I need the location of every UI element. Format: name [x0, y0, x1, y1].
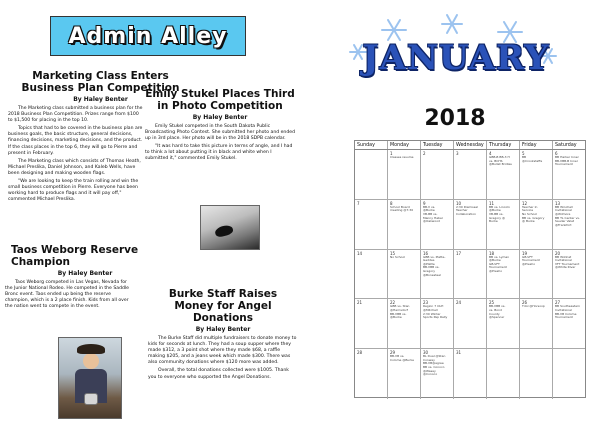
calendar-event: @Burke — [489, 258, 501, 263]
calendar-event: @Spencer — [489, 315, 505, 320]
calendar-event: Classes resume — [390, 155, 414, 159]
calendar-date: 1 — [390, 151, 393, 156]
calendar-event: @Harrisdorf — [390, 307, 408, 312]
calendar-day-name: Sunday — [355, 141, 388, 149]
calendar-day-cell — [454, 349, 487, 399]
calendar-day-cell — [421, 200, 454, 249]
calendar-event: Invitational — [555, 258, 572, 263]
calendar-date: 22 — [390, 300, 396, 306]
calendar-event: @Wasay — [423, 368, 436, 373]
calendar-event: Gregory @ — [489, 215, 506, 220]
calendar-date: 5 — [522, 151, 525, 156]
calendar-day-name: Monday — [388, 141, 421, 149]
calendar-event: @Crookstaffe — [522, 158, 543, 163]
calendar-day-cell — [520, 299, 553, 348]
calendar-date: 16 — [423, 250, 429, 256]
bird-photo — [200, 205, 260, 250]
article-byline: By Haley Benter — [73, 96, 128, 103]
calendar-event: BB-VBB vs. — [489, 304, 506, 309]
calendar-date: 19 — [522, 250, 528, 256]
calendar-date: 30 — [423, 350, 429, 356]
calendar-date: 24 — [456, 300, 462, 306]
calendar-event: Burke — [489, 219, 498, 224]
calendar-date: 31 — [456, 350, 462, 356]
calendar-day-cell — [388, 150, 421, 199]
calendar-week-row — [355, 349, 585, 399]
calendar-day-cell — [388, 250, 421, 299]
calendar-day-cell — [487, 150, 520, 199]
calendar-event: Geddes — [423, 258, 435, 263]
calendar-event: BB vs. Gregory — [522, 215, 545, 220]
calendar-date: 2 — [423, 151, 426, 156]
calendar-day-cell — [454, 250, 487, 299]
calendar-event: School Board — [390, 204, 410, 209]
calendar-event: BB-VB Colome — [555, 311, 577, 316]
calendar-event: VFT Tournament — [555, 261, 580, 266]
calendar-event: Tournament — [555, 315, 573, 320]
calendar-event: BB-VB vs. — [390, 354, 405, 359]
article-body — [8, 106, 143, 203]
calendar-day-cell — [487, 200, 520, 249]
calendar-grid — [354, 140, 586, 398]
calendar-event: @Bullet Bridles — [489, 162, 512, 167]
article-body — [145, 124, 295, 163]
calendar-date: 15 — [390, 250, 396, 256]
calendar-day-cell — [421, 250, 454, 299]
calendar-event: vs. BCHS — [489, 158, 503, 163]
calendar-day-cell — [487, 299, 520, 348]
article-donations — [148, 288, 298, 383]
calendar-date: 11 — [489, 200, 495, 206]
calendar-event: BB-VB@agree — [423, 361, 444, 366]
calendar-event: Sports Pep Rally — [423, 315, 448, 320]
calendar-day-cell — [487, 250, 520, 299]
article-headline: Emily Stukel Places Third in Photo Competition — [145, 88, 295, 112]
calendar-day-cell — [553, 349, 585, 399]
calendar-event: Tournament — [555, 162, 573, 167]
calendar-event: Gregory — [423, 268, 436, 273]
calendar-event: GBB vs. Stan — [390, 304, 410, 309]
calendar-date: 9 — [423, 200, 426, 206]
calendar-event: BB Winchell — [555, 204, 573, 209]
calendar-date: 10 — [456, 200, 462, 206]
calendar-day-cell — [388, 349, 421, 399]
calendar-day-cell — [388, 200, 421, 249]
article-headline: Taos Weborg Reserve Champion — [11, 244, 139, 268]
article-byline: By Haley Benter — [195, 326, 251, 333]
calendar-event: Collaboration — [456, 211, 476, 216]
calendar-event: VB-BB vs. — [423, 211, 438, 216]
calendar-event: Invitational — [555, 208, 572, 213]
calendar-event: Tournament — [489, 265, 507, 270]
calendar-date: 25 — [489, 300, 495, 306]
article-paragraph: "It was hard to take this picture in terms of angle, and I had to think a lot about putting it in black and white when I submitted it," commented Emily Stukel. — [145, 144, 293, 162]
article-paragraph: "We are looking to keep the train rolling and win the small business competition in Pierre. Everyone has been working hard to produce flags and it will pay off," commented Michael Preslika. — [8, 179, 139, 203]
calendar-weeks — [355, 150, 585, 399]
article-paragraph: The Marketing class which consists of Thomas Heath, Michael Preslika, Daniel Johnson, and Kaleb Wells, have been designing and making wooden flags. — [8, 158, 141, 176]
calendar-day-cell — [553, 200, 585, 249]
year-title: 2018 — [424, 106, 486, 131]
calendar-event: Colome @Burke — [390, 357, 414, 362]
calendar-event: @Burke — [390, 315, 402, 320]
calendar-event: GB-VFT — [522, 254, 533, 259]
article-headline: Marketing Class Enters Business Plan Competition — [21, 70, 180, 94]
calendar-event: vs. Bond — [489, 307, 502, 312]
calendar-day-name: Thursday — [487, 141, 520, 149]
calendar-event: BB-VBB vs. — [423, 265, 440, 270]
calendar-event: @Conoco — [423, 372, 438, 377]
calendar-date: 8 — [390, 200, 393, 206]
calendar-event: BB vs. Conoco — [423, 364, 445, 369]
section-title: Admin Alley — [68, 23, 228, 49]
calendar-day-name: Wednesday — [454, 141, 487, 149]
calendar-day-cell — [454, 200, 487, 249]
calendar-event: Manny Haber — [423, 215, 444, 220]
calendar-day-cell — [520, 200, 553, 249]
calendar-event: GBB vs. Platte- — [423, 254, 446, 259]
calendar-day-cell — [421, 150, 454, 199]
calendar-week-row — [355, 200, 585, 250]
calendar-date: 27 — [555, 300, 561, 306]
calendar-event: @Oakwood — [423, 219, 440, 224]
calendar-event: @Burke — [489, 208, 501, 213]
calendar-day-cell — [520, 250, 553, 299]
calendar-date: 7 — [357, 200, 360, 206]
section-banner — [50, 16, 246, 56]
calendar-day-name: Tuesday — [421, 141, 454, 149]
calendar-event: Teacher In — [522, 204, 538, 209]
calendar-event: @ Burke — [522, 219, 535, 224]
calendar-date: 20 — [555, 250, 561, 256]
calendar-date: 23 — [423, 300, 429, 306]
calendar-event: Tdol @Horsoop — [522, 304, 545, 309]
article-byline: By Haley Benter — [57, 270, 113, 277]
calendar-event: No School — [522, 211, 537, 216]
calendar-event: Teacher — [456, 208, 468, 213]
calendar-event: @Bonesteel — [423, 272, 441, 277]
calendar-header-row — [355, 141, 585, 150]
calendar-event: @Wilmore — [555, 211, 571, 216]
calendar-date: 12 — [522, 200, 528, 206]
calendar-event: @Frankfort — [555, 222, 572, 227]
article-paragraph: Overall, the total donations collected were $1005. Thank you to everyone who supported the Angel Donations. — [148, 368, 289, 380]
calendar-date: 6 — [555, 151, 558, 156]
calendar-event: 2:30 Winter — [423, 311, 441, 316]
rodeo-photo — [58, 337, 122, 419]
article-photo-competition — [145, 88, 295, 165]
calendar-date: 14 — [357, 250, 363, 256]
calendar-day-cell — [421, 299, 454, 348]
calendar-day-name: Friday — [520, 141, 553, 149]
article-body — [148, 336, 298, 381]
article-byline: By Haley Benter — [192, 114, 248, 121]
calendar-day-cell — [553, 150, 585, 199]
calendar-event: Service — [522, 208, 534, 213]
calendar-event: @White River — [555, 265, 576, 270]
calendar-event: BB-V vs. — [423, 204, 436, 209]
calendar-event: BB TL Center vs. — [555, 215, 580, 220]
calendar-event: Sauder Valet — [555, 219, 575, 224]
calendar-week-row — [355, 150, 585, 200]
calendar-week-row — [355, 250, 585, 300]
calendar-date: 3 — [456, 151, 459, 156]
calendar-day-cell — [355, 299, 388, 348]
calendar-event: Conway — [423, 357, 435, 362]
calendar-event: BL Dual @Stan — [423, 354, 446, 359]
calendar-event: @Mitchell — [423, 307, 438, 312]
calendar-event: @Presho — [522, 261, 536, 266]
calendar-day-cell — [520, 349, 553, 399]
calendar-date: 17 — [456, 250, 462, 256]
calendar-event: 2:30 Dismissal — [456, 204, 478, 209]
calendar-event: BB vs. Lyman — [489, 254, 510, 259]
calendar-event: BB-VBB vs. — [390, 311, 407, 316]
calendar-event: No School — [390, 254, 405, 259]
calendar-week-row — [355, 299, 585, 349]
article-body — [5, 280, 135, 310]
calendar-date: 18 — [489, 250, 495, 256]
calendar-event: Invitational — [555, 307, 572, 312]
calendar-day-cell — [355, 250, 388, 299]
calendar-date: 28 — [357, 350, 363, 356]
calendar-day-cell — [355, 349, 388, 399]
calendar-event: VB-BB vs. — [489, 211, 504, 216]
calendar-day-cell — [355, 200, 388, 249]
month-title: JANUARY — [362, 38, 550, 78]
calendar-event: BB-VBB-B Inner — [555, 158, 578, 163]
calendar-event: BB vs. Lincoln — [489, 204, 510, 209]
calendar-event: GB-VFT — [489, 261, 500, 266]
article-paragraph: Topics that had to be covered in the business plan are business goals, the basic structure, general decisions, financing decisions, marketing decisions, and the product. If the class places in the top 6, they will go to Pierre and present in February. — [8, 126, 143, 156]
calendar-event: @Presho — [489, 268, 503, 273]
calendar-day-cell — [553, 250, 585, 299]
calendar-event: BB — [522, 155, 527, 159]
article-paragraph: Emily Stukel competed in the South Dakota Public Broadcasting Photo Contest. She submitted her photo and ended up in 3rd place. Her photo will be in the 2018 SDPB calendar. — [145, 124, 296, 142]
calendar-event: BB Southeastern — [555, 304, 581, 309]
calendar-day-cell — [454, 299, 487, 348]
article-paragraph: The Burke Staff did multiple fundraisers to donate money to kids for seconds at lunch. They had a soup supper where they made $312, a 3 point shot where they made $68, a raffle making $205, and a jeans week which made $300. There was also community donations where $120 more was added. — [148, 336, 297, 366]
calendar-event: @Platte — [423, 261, 435, 266]
calendar-event: GBB-B BB-3 H — [489, 155, 510, 159]
article-rodeo — [5, 244, 165, 312]
calendar-day-cell — [421, 349, 454, 399]
article-paragraph: The Marketing class submitted a business plan for the 2018 Business Plan Competition. Prizes range from $100 to $1,500 for placing in the top 10. — [8, 106, 143, 124]
article-paragraph: Taos Weborg competed in Las Vegas, Nevada for the Junior National Rodeo. He competed in the Saddle Bronc event. Taos ended up being the reserve champion, which is a 2 place finish. Kids from all over the nation went to compete in the event. — [5, 280, 130, 310]
calendar-event: BB Wildcat — [555, 254, 572, 259]
calendar-event: Tournament — [522, 258, 540, 263]
calendar-day-name: Saturday — [555, 143, 577, 148]
calendar-event: meeting @7:30 — [390, 208, 414, 213]
calendar-day-cell — [355, 150, 388, 199]
calendar-date: 26 — [522, 300, 528, 306]
calendar-event: @Burke — [423, 208, 435, 213]
calendar-event: Region 7 OLH — [423, 304, 444, 309]
calendar-date: 29 — [390, 350, 396, 356]
calendar-day-cell — [520, 150, 553, 199]
article-headline: Burke Staff Raises Money for Angel Donations — [168, 288, 278, 324]
calendar-event: BB Harker Inner — [555, 155, 579, 159]
calendar-day-cell — [553, 299, 585, 348]
calendar-day-cell — [454, 150, 487, 199]
calendar-day-cell — [487, 349, 520, 399]
calendar-date: 21 — [357, 300, 363, 306]
calendar-date: 4 — [489, 151, 492, 156]
calendar-date: 13 — [555, 200, 561, 206]
calendar-event: County — [489, 311, 500, 316]
calendar-day-cell — [388, 299, 421, 348]
